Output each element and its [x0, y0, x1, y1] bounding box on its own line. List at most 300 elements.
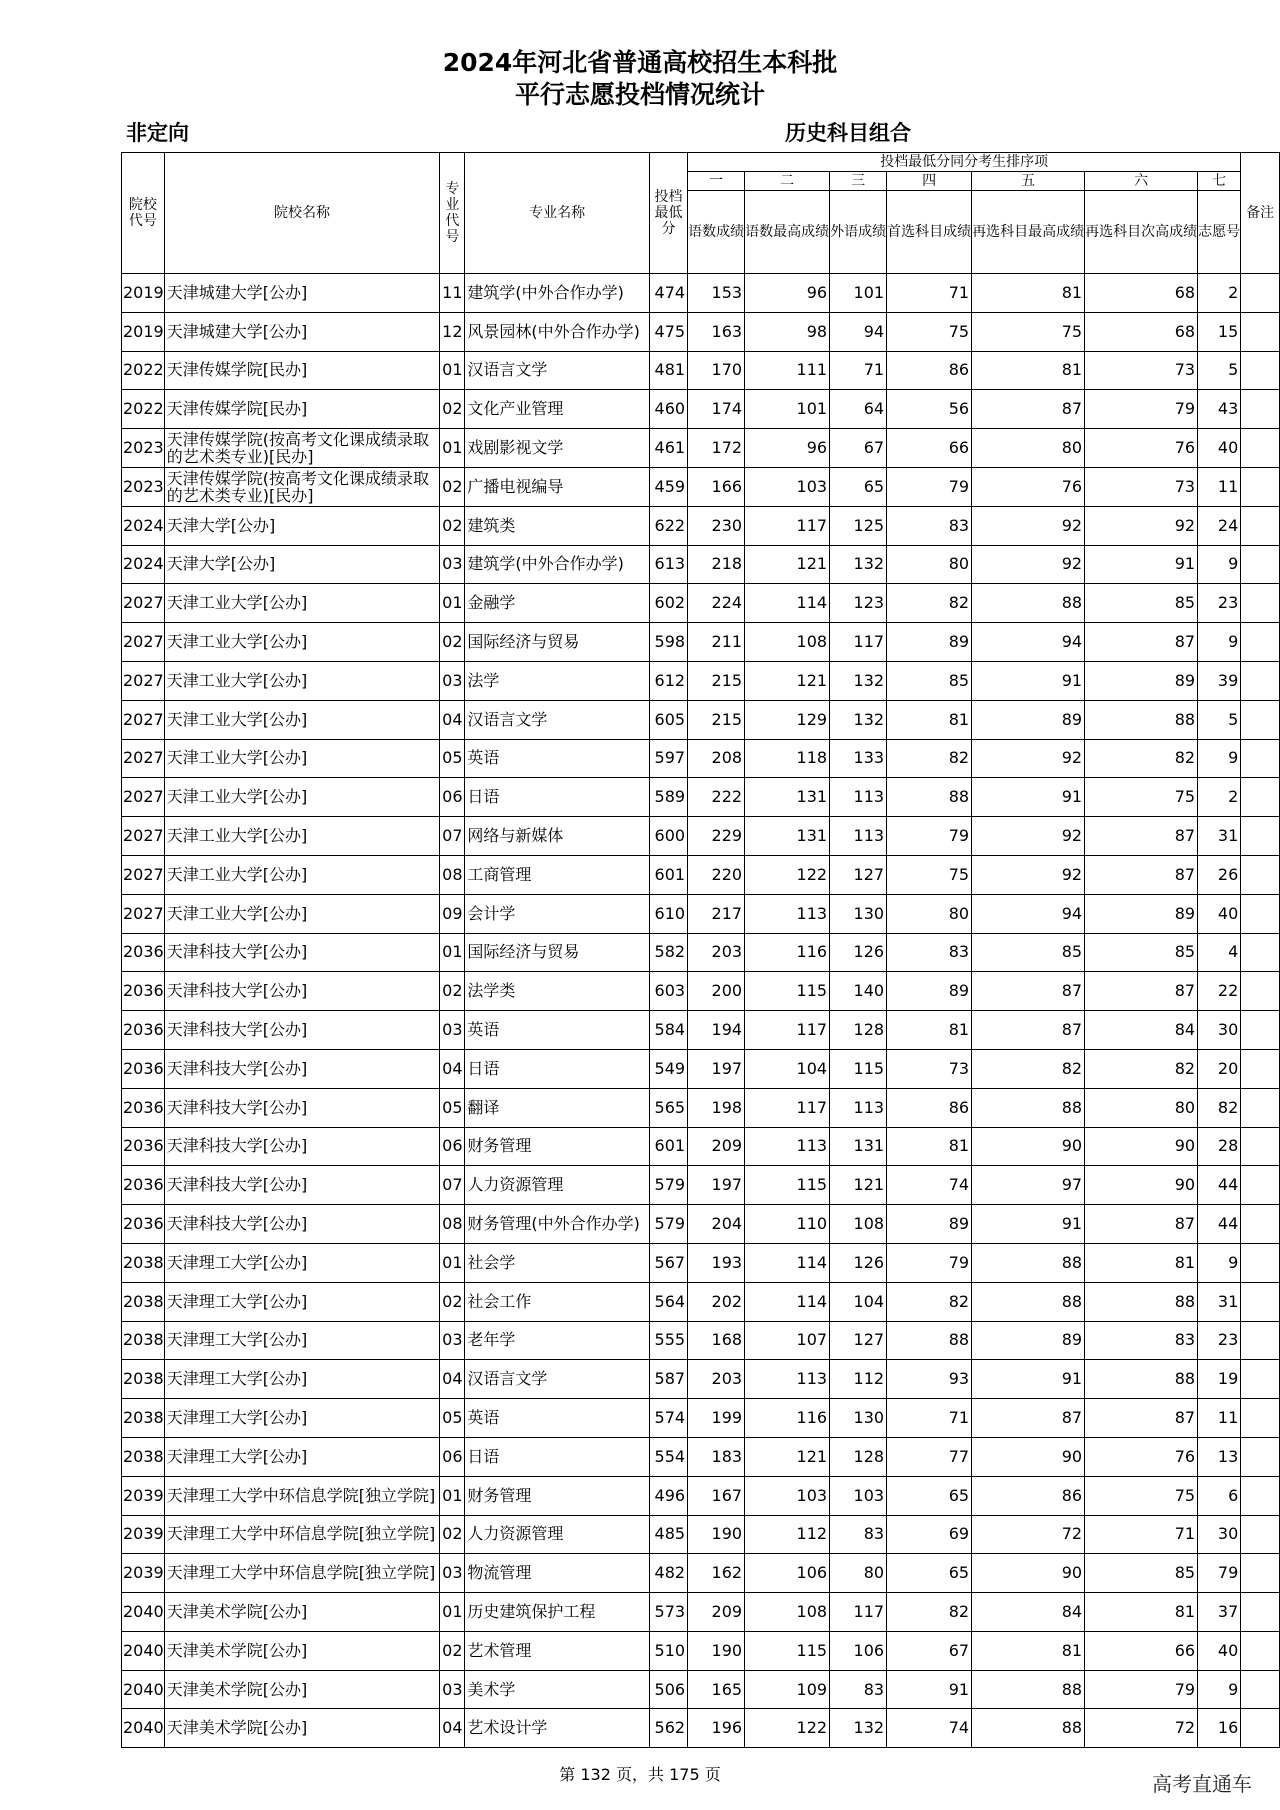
- remark-cell: [1241, 1360, 1280, 1399]
- rank-4-cell: 79: [887, 1243, 972, 1282]
- remark-cell: [1241, 312, 1280, 351]
- rank-1-cell: 197: [688, 1166, 745, 1205]
- rank-5-cell: 91: [972, 1205, 1085, 1244]
- major-name-cell: 财务管理: [465, 1476, 650, 1515]
- rank-3-cell: 132: [830, 661, 887, 700]
- table-row: [122, 661, 1280, 700]
- rank-7-cell: 11: [1198, 467, 1241, 506]
- school-name-cell: 天津城建大学[公办]: [164, 312, 440, 351]
- min-score-cell: 610: [649, 894, 687, 933]
- min-score-cell: 602: [649, 584, 687, 623]
- rank-6-cell: 85: [1085, 584, 1198, 623]
- table-row: [122, 312, 1280, 351]
- major-name-cell: 日语: [465, 1049, 650, 1088]
- rank-1-cell: 153: [688, 274, 745, 313]
- major-code-cell: 05: [440, 1088, 465, 1127]
- rank-4-cell: 79: [887, 817, 972, 856]
- rank-6-cell: 73: [1085, 351, 1198, 390]
- rank-7-cell: 9: [1198, 1243, 1241, 1282]
- rank-7-cell: 23: [1198, 1321, 1241, 1360]
- rank-6-cell: 83: [1085, 1321, 1198, 1360]
- major-code-cell: 04: [440, 1360, 465, 1399]
- rank-3-cell: 113: [830, 1088, 887, 1127]
- rank-1-cell: 208: [688, 739, 745, 778]
- rank-5-cell: 87: [972, 390, 1085, 429]
- header-remark: 备注: [1241, 153, 1280, 274]
- rank-7-cell: 6: [1198, 1476, 1241, 1515]
- rank-1-cell: 203: [688, 1360, 745, 1399]
- rank-5-cell: 88: [972, 1670, 1085, 1709]
- rank-7-cell: 30: [1198, 1011, 1241, 1050]
- school-code-cell: 2019: [122, 274, 165, 313]
- remark-cell: [1241, 1166, 1280, 1205]
- rank-4-cell: 82: [887, 1593, 972, 1632]
- rank-3-cell: 127: [830, 1321, 887, 1360]
- rank-1-cell: 190: [688, 1515, 745, 1554]
- remark-cell: [1241, 274, 1280, 313]
- table-row: [122, 390, 1280, 429]
- school-code-cell: 2022: [122, 390, 165, 429]
- table-row: [122, 1360, 1280, 1399]
- rank-2-cell: 109: [745, 1670, 830, 1709]
- rank-2-cell: 96: [745, 274, 830, 313]
- rank-7-cell: 79: [1198, 1554, 1241, 1593]
- rank-2-cell: 96: [745, 429, 830, 468]
- rank-7-cell: 44: [1198, 1166, 1241, 1205]
- remark-cell: [1241, 506, 1280, 545]
- table-row: [122, 429, 1280, 468]
- rank-3-cell: 83: [830, 1670, 887, 1709]
- min-score-cell: 603: [649, 972, 687, 1011]
- rank-2-cell: 113: [745, 1127, 830, 1166]
- rank-4-cell: 65: [887, 1476, 972, 1515]
- remark-cell: [1241, 351, 1280, 390]
- min-score-cell: 597: [649, 739, 687, 778]
- rank-7-cell: 44: [1198, 1205, 1241, 1244]
- major-name-cell: 美术学: [465, 1670, 650, 1709]
- major-code-cell: 02: [440, 1631, 465, 1670]
- rank-7-cell: 9: [1198, 545, 1241, 584]
- rank-5-cell: 88: [972, 584, 1085, 623]
- min-score-cell: 622: [649, 506, 687, 545]
- table-row: [122, 1127, 1280, 1166]
- major-name-cell: 国际经济与贸易: [465, 623, 650, 662]
- rank-7-cell: 9: [1198, 1670, 1241, 1709]
- rank-1-cell: 162: [688, 1554, 745, 1593]
- rank-3-cell: 132: [830, 700, 887, 739]
- school-code-cell: 2038: [122, 1360, 165, 1399]
- rank-3-cell: 108: [830, 1205, 887, 1244]
- major-name-cell: 文化产业管理: [465, 390, 650, 429]
- rank-4-cell: 89: [887, 623, 972, 662]
- major-name-cell: 历史建筑保护工程: [465, 1593, 650, 1632]
- rank-3-cell: 128: [830, 1437, 887, 1476]
- rank-6-cell: 85: [1085, 1554, 1198, 1593]
- rank-5-cell: 84: [972, 1593, 1085, 1632]
- rank-3-cell: 132: [830, 1709, 887, 1748]
- rank-5-cell: 89: [972, 1321, 1085, 1360]
- rank-6-cell: 84: [1085, 1011, 1198, 1050]
- major-code-cell: 02: [440, 390, 465, 429]
- rank-2-cell: 103: [745, 467, 830, 506]
- rank-2-cell: 116: [745, 933, 830, 972]
- rank-7-cell: 2: [1198, 778, 1241, 817]
- rank-4-cell: 65: [887, 1554, 972, 1593]
- major-code-cell: 07: [440, 817, 465, 856]
- rank-2-cell: 104: [745, 1049, 830, 1088]
- rank-7-cell: 39: [1198, 661, 1241, 700]
- header-rank-name: 语数成绩: [688, 191, 745, 274]
- school-name-cell: 天津理工大学中环信息学院[独立学院]: [164, 1515, 440, 1554]
- min-score-cell: 612: [649, 661, 687, 700]
- remark-cell: [1241, 1476, 1280, 1515]
- rank-1-cell: 197: [688, 1049, 745, 1088]
- major-name-cell: 汉语言文学: [465, 700, 650, 739]
- rank-3-cell: 133: [830, 739, 887, 778]
- school-name-cell: 天津工业大学[公办]: [164, 739, 440, 778]
- table-row: [122, 274, 1280, 313]
- rank-4-cell: 79: [887, 467, 972, 506]
- rank-6-cell: 82: [1085, 739, 1198, 778]
- rank-5-cell: 80: [972, 429, 1085, 468]
- major-name-cell: 建筑学(中外合作办学): [465, 545, 650, 584]
- remark-cell: [1241, 1088, 1280, 1127]
- header-rank-name: 志愿号: [1198, 191, 1241, 274]
- remark-cell: [1241, 545, 1280, 584]
- rank-4-cell: 93: [887, 1360, 972, 1399]
- school-code-cell: 2038: [122, 1437, 165, 1476]
- rank-4-cell: 56: [887, 390, 972, 429]
- school-name-cell: 天津美术学院[公办]: [164, 1670, 440, 1709]
- remark-cell: [1241, 933, 1280, 972]
- major-name-cell: 法学类: [465, 972, 650, 1011]
- rank-3-cell: 130: [830, 894, 887, 933]
- rank-3-cell: 117: [830, 623, 887, 662]
- rank-7-cell: 31: [1198, 1282, 1241, 1321]
- rank-6-cell: 66: [1085, 1631, 1198, 1670]
- rank-2-cell: 117: [745, 1011, 830, 1050]
- min-score-cell: 565: [649, 1088, 687, 1127]
- rank-5-cell: 91: [972, 1360, 1085, 1399]
- rank-7-cell: 22: [1198, 972, 1241, 1011]
- school-code-cell: 2040: [122, 1709, 165, 1748]
- rank-5-cell: 86: [972, 1476, 1085, 1515]
- header-major-name: 专业名称: [465, 153, 650, 274]
- rank-2-cell: 114: [745, 1243, 830, 1282]
- rank-7-cell: 43: [1198, 390, 1241, 429]
- rank-2-cell: 103: [745, 1476, 830, 1515]
- rank-1-cell: 194: [688, 1011, 745, 1050]
- remark-cell: [1241, 1670, 1280, 1709]
- major-name-cell: 网络与新媒体: [465, 817, 650, 856]
- major-code-cell: 02: [440, 1282, 465, 1321]
- school-name-cell: 天津传媒学院[民办]: [164, 390, 440, 429]
- min-score-cell: 601: [649, 1127, 687, 1166]
- rank-2-cell: 106: [745, 1554, 830, 1593]
- rank-1-cell: 193: [688, 1243, 745, 1282]
- rank-4-cell: 86: [887, 1088, 972, 1127]
- rank-6-cell: 91: [1085, 545, 1198, 584]
- school-code-cell: 2038: [122, 1282, 165, 1321]
- school-name-cell: 天津工业大学[公办]: [164, 623, 440, 662]
- major-name-cell: 艺术管理: [465, 1631, 650, 1670]
- remark-cell: [1241, 467, 1280, 506]
- major-code-cell: 04: [440, 1049, 465, 1088]
- rank-7-cell: 40: [1198, 1631, 1241, 1670]
- table-row: [122, 933, 1280, 972]
- major-code-cell: 02: [440, 972, 465, 1011]
- table-row: [122, 1205, 1280, 1244]
- major-code-cell: 06: [440, 1437, 465, 1476]
- rank-2-cell: 121: [745, 1437, 830, 1476]
- rank-6-cell: 73: [1085, 467, 1198, 506]
- rank-2-cell: 98: [745, 312, 830, 351]
- rank-1-cell: 209: [688, 1127, 745, 1166]
- major-code-cell: 08: [440, 1205, 465, 1244]
- rank-4-cell: 91: [887, 1670, 972, 1709]
- major-code-cell: 01: [440, 1593, 465, 1632]
- min-score-cell: 555: [649, 1321, 687, 1360]
- school-code-cell: 2023: [122, 467, 165, 506]
- table-row: [122, 1088, 1280, 1127]
- rank-2-cell: 116: [745, 1399, 830, 1438]
- school-code-cell: 2036: [122, 1127, 165, 1166]
- school-code-cell: 2036: [122, 1011, 165, 1050]
- rank-7-cell: 11: [1198, 1399, 1241, 1438]
- major-name-cell: 戏剧影视文学: [465, 429, 650, 468]
- school-code-cell: 2027: [122, 739, 165, 778]
- rank-5-cell: 87: [972, 1399, 1085, 1438]
- school-code-cell: 2036: [122, 933, 165, 972]
- school-name-cell: 天津理工大学[公办]: [164, 1243, 440, 1282]
- rank-4-cell: 66: [887, 429, 972, 468]
- major-code-cell: 03: [440, 545, 465, 584]
- school-name-cell: 天津传媒学院(按高考文化课成绩录取的艺术类专业)[民办]: [164, 429, 440, 468]
- table-row: [122, 700, 1280, 739]
- rank-5-cell: 94: [972, 623, 1085, 662]
- school-code-cell: 2038: [122, 1243, 165, 1282]
- rank-3-cell: 103: [830, 1476, 887, 1515]
- remark-cell: [1241, 1631, 1280, 1670]
- header-rank-num: 二: [745, 172, 830, 191]
- rank-6-cell: 79: [1085, 390, 1198, 429]
- table-row: [122, 584, 1280, 623]
- rank-4-cell: 81: [887, 1127, 972, 1166]
- rank-7-cell: 30: [1198, 1515, 1241, 1554]
- major-name-cell: 会计学: [465, 894, 650, 933]
- school-name-cell: 天津科技大学[公办]: [164, 1011, 440, 1050]
- remark-cell: [1241, 1709, 1280, 1748]
- major-code-cell: 03: [440, 661, 465, 700]
- major-name-cell: 法学: [465, 661, 650, 700]
- rank-4-cell: 81: [887, 1011, 972, 1050]
- rank-6-cell: 72: [1085, 1709, 1198, 1748]
- min-score-cell: 562: [649, 1709, 687, 1748]
- major-code-cell: 01: [440, 1243, 465, 1282]
- rank-5-cell: 91: [972, 661, 1085, 700]
- table-row: [122, 1243, 1280, 1282]
- rank-5-cell: 76: [972, 467, 1085, 506]
- min-score-cell: 459: [649, 467, 687, 506]
- table-row: [122, 1437, 1280, 1476]
- major-code-cell: 05: [440, 1399, 465, 1438]
- rank-2-cell: 121: [745, 545, 830, 584]
- rank-1-cell: 163: [688, 312, 745, 351]
- school-code-cell: 2039: [122, 1515, 165, 1554]
- rank-1-cell: 230: [688, 506, 745, 545]
- min-score-cell: 567: [649, 1243, 687, 1282]
- header-rank-name: 再选科目次高成绩: [1085, 191, 1198, 274]
- school-name-cell: 天津理工大学[公办]: [164, 1282, 440, 1321]
- rank-7-cell: 26: [1198, 855, 1241, 894]
- rank-6-cell: 76: [1085, 1437, 1198, 1476]
- rank-1-cell: 174: [688, 390, 745, 429]
- remark-cell: [1241, 1515, 1280, 1554]
- major-name-cell: 翻译: [465, 1088, 650, 1127]
- header-school-name: 院校名称: [164, 153, 440, 274]
- major-name-cell: 建筑类: [465, 506, 650, 545]
- major-code-cell: 11: [440, 274, 465, 313]
- rank-2-cell: 110: [745, 1205, 830, 1244]
- remark-cell: [1241, 1011, 1280, 1050]
- table-row: [122, 894, 1280, 933]
- rank-2-cell: 113: [745, 1360, 830, 1399]
- rank-1-cell: 183: [688, 1437, 745, 1476]
- remark-cell: [1241, 817, 1280, 856]
- min-score-cell: 496: [649, 1476, 687, 1515]
- rank-6-cell: 90: [1085, 1166, 1198, 1205]
- remark-cell: [1241, 390, 1280, 429]
- school-code-cell: 2036: [122, 1049, 165, 1088]
- table-row: [122, 1011, 1280, 1050]
- rank-2-cell: 112: [745, 1515, 830, 1554]
- rank-7-cell: 28: [1198, 1127, 1241, 1166]
- table-header: [122, 153, 1280, 274]
- school-name-cell: 天津工业大学[公办]: [164, 778, 440, 817]
- rank-5-cell: 85: [972, 933, 1085, 972]
- rank-2-cell: 115: [745, 1166, 830, 1205]
- rank-3-cell: 123: [830, 584, 887, 623]
- remark-cell: [1241, 429, 1280, 468]
- rank-1-cell: 209: [688, 1593, 745, 1632]
- rank-2-cell: 122: [745, 855, 830, 894]
- rank-6-cell: 87: [1085, 817, 1198, 856]
- rank-7-cell: 37: [1198, 1593, 1241, 1632]
- rank-7-cell: 15: [1198, 312, 1241, 351]
- school-code-cell: 2027: [122, 817, 165, 856]
- major-code-cell: 08: [440, 855, 465, 894]
- rank-3-cell: 128: [830, 1011, 887, 1050]
- min-score-cell: 589: [649, 778, 687, 817]
- major-name-cell: 英语: [465, 1399, 650, 1438]
- rank-3-cell: 140: [830, 972, 887, 1011]
- rank-7-cell: 40: [1198, 429, 1241, 468]
- rank-2-cell: 108: [745, 623, 830, 662]
- school-name-cell: 天津美术学院[公办]: [164, 1709, 440, 1748]
- table-row: [122, 1166, 1280, 1205]
- rank-3-cell: 67: [830, 429, 887, 468]
- rank-2-cell: 117: [745, 506, 830, 545]
- rank-1-cell: 203: [688, 933, 745, 972]
- remark-cell: [1241, 584, 1280, 623]
- school-code-cell: 2036: [122, 1088, 165, 1127]
- min-score-cell: 613: [649, 545, 687, 584]
- school-code-cell: 2039: [122, 1554, 165, 1593]
- major-name-cell: 艺术设计学: [465, 1709, 650, 1748]
- rank-6-cell: 85: [1085, 933, 1198, 972]
- remark-cell: [1241, 778, 1280, 817]
- school-name-cell: 天津科技大学[公办]: [164, 1049, 440, 1088]
- school-code-cell: 2027: [122, 778, 165, 817]
- min-score-cell: 461: [649, 429, 687, 468]
- major-name-cell: 社会学: [465, 1243, 650, 1282]
- school-code-cell: 2022: [122, 351, 165, 390]
- school-code-cell: 2036: [122, 1205, 165, 1244]
- school-name-cell: 天津理工大学[公办]: [164, 1437, 440, 1476]
- school-code-cell: 2024: [122, 506, 165, 545]
- rank-1-cell: 229: [688, 817, 745, 856]
- rank-5-cell: 72: [972, 1515, 1085, 1554]
- min-score-cell: 482: [649, 1554, 687, 1593]
- school-name-cell: 天津工业大学[公办]: [164, 700, 440, 739]
- school-code-cell: 2023: [122, 429, 165, 468]
- rank-5-cell: 90: [972, 1127, 1085, 1166]
- rank-1-cell: 166: [688, 467, 745, 506]
- rank-4-cell: 74: [887, 1166, 972, 1205]
- major-name-cell: 日语: [465, 778, 650, 817]
- table-row: [122, 351, 1280, 390]
- rank-7-cell: 9: [1198, 623, 1241, 662]
- rank-6-cell: 88: [1085, 1360, 1198, 1399]
- remark-cell: [1241, 1593, 1280, 1632]
- school-name-cell: 天津美术学院[公办]: [164, 1631, 440, 1670]
- rank-2-cell: 129: [745, 700, 830, 739]
- header-rank-num: 六: [1085, 172, 1198, 191]
- remark-cell: [1241, 1321, 1280, 1360]
- rank-1-cell: 218: [688, 545, 745, 584]
- major-name-cell: 工商管理: [465, 855, 650, 894]
- rank-5-cell: 92: [972, 506, 1085, 545]
- remark-cell: [1241, 1205, 1280, 1244]
- remark-cell: [1241, 894, 1280, 933]
- major-code-cell: 01: [440, 933, 465, 972]
- major-code-cell: 06: [440, 778, 465, 817]
- table-row: [122, 506, 1280, 545]
- header-rank-name: 外语成绩: [830, 191, 887, 274]
- rank-2-cell: 115: [745, 1631, 830, 1670]
- table-row: [122, 623, 1280, 662]
- rank-7-cell: 9: [1198, 739, 1241, 778]
- major-name-cell: 物流管理: [465, 1554, 650, 1593]
- major-name-cell: 财务管理: [465, 1127, 650, 1166]
- rank-2-cell: 113: [745, 894, 830, 933]
- school-code-cell: 2019: [122, 312, 165, 351]
- min-score-cell: 485: [649, 1515, 687, 1554]
- table-row: [122, 1282, 1280, 1321]
- min-score-cell: 460: [649, 390, 687, 429]
- rank-3-cell: 113: [830, 778, 887, 817]
- school-name-cell: 天津科技大学[公办]: [164, 1205, 440, 1244]
- header-rank-num: 三: [830, 172, 887, 191]
- major-code-cell: 01: [440, 584, 465, 623]
- min-score-cell: 584: [649, 1011, 687, 1050]
- rank-3-cell: 131: [830, 1127, 887, 1166]
- rank-1-cell: 211: [688, 623, 745, 662]
- major-name-cell: 日语: [465, 1437, 650, 1476]
- min-score-cell: 474: [649, 274, 687, 313]
- rank-4-cell: 85: [887, 661, 972, 700]
- rank-1-cell: 198: [688, 1088, 745, 1127]
